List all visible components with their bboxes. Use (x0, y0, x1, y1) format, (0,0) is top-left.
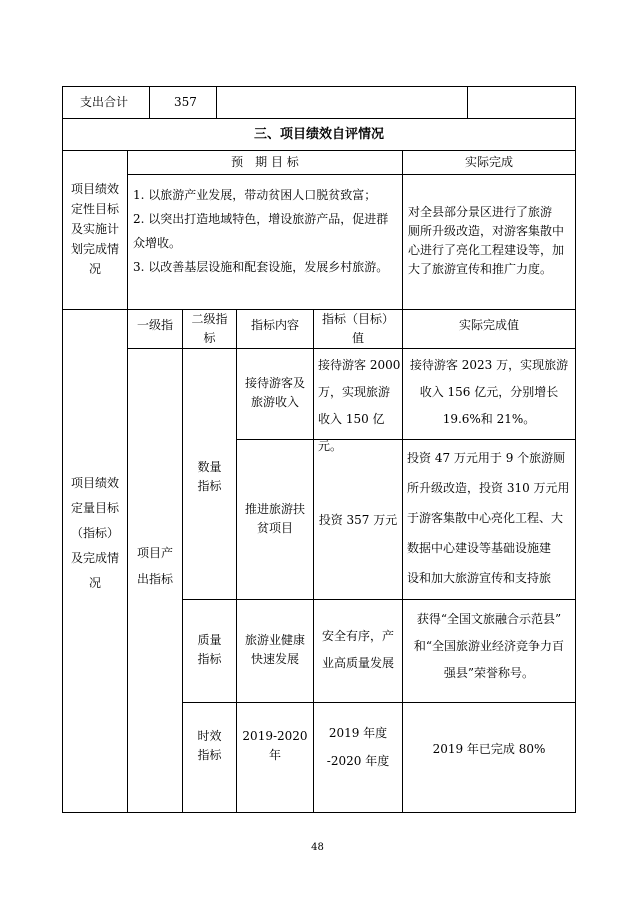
row-content: 2019-2020 年 (242, 729, 308, 762)
actual-text: 对全县部分景区进行了旅游 厕所升级改造，对游客集散中 心进行了亮化工程建设等，加 大了旅游宣传和推广力度。 (408, 205, 565, 276)
target-header: 预 期 目 标 (231, 155, 299, 169)
level2-time: 时效 指标 (197, 729, 222, 762)
row-actual: 接待游客 2023 万，实现旅游 收入 156 亿元，分别增长 19.6%和 21%。 (409, 358, 569, 426)
section-title: 三、项目绩效自评情况 (253, 127, 384, 142)
row-target: 安全有序，产 业高质量发展 (321, 629, 394, 670)
row-actual: 投资 47 万元用于 9 个旅游厕 所升级改造，投资 310 万元用 于游客集散中心亮化工程、大 数据中心建设等基础设施建 设和加大旅游宣传和支持旅 (407, 451, 570, 585)
row-content: 旅游业健康 快速发展 (244, 633, 305, 666)
row-content: 推进旅游扶 贫项目 (244, 502, 305, 535)
row-target: 投资 357 万元 (318, 513, 398, 527)
expense-empty-cell (216, 86, 468, 119)
level1-header: 一级指 (136, 318, 173, 332)
level2-quality: 质量 指标 (197, 633, 222, 666)
content-header: 指标内容 (250, 318, 299, 332)
targets-list: 1. 以旅游产业发展，带动贫困人口脱贫致富； 2. 以突出打造地域特色，增设旅游产品，促进群 众增收。 3. 以改善基层设施和配套设施，发展乡村旅游。 (133, 188, 389, 274)
row-actual: 2019 年已完成 80% (432, 742, 546, 756)
actual-value-header: 实际完成值 (458, 318, 519, 332)
row-target: 2019 年度 -2020 年度 (326, 726, 390, 768)
expense-empty-cell (467, 86, 576, 119)
level2-header: 二级指 标 (191, 312, 228, 345)
row-content: 接待游客及 旅游收入 (244, 376, 305, 409)
target-value-header: 指标（目标） 值 (321, 312, 394, 345)
level1-name: 项目产 出指标 (136, 546, 173, 586)
quantitative-label: 项目绩效 定量目标 （指标） 及完成情 况 (70, 476, 119, 590)
page-number: 48 (311, 842, 324, 853)
qualitative-label: 项目绩效 定性目标 及实施计 划完成情 况 (70, 182, 119, 276)
level2-quantity: 数量 指标 (197, 460, 222, 493)
actual-header: 实际完成 (464, 155, 513, 169)
row-target: 接待游客 2000 万，实现旅游 收入 150 亿元。 (318, 358, 401, 453)
row-actual: 获得“全国文旅融合示范县” 和“全国旅游业经济竞争力百 强县”荣誉称号。 (413, 612, 565, 680)
expense-value: 357 (174, 95, 197, 109)
expense-label: 支出合计 (80, 95, 129, 109)
